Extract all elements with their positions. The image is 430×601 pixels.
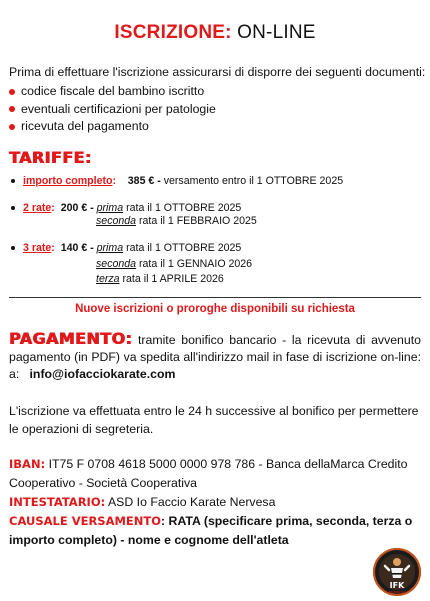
title-part-1: ISCRIZIONE:: [114, 22, 232, 43]
svg-text:NERVESA: NERVESA: [388, 590, 406, 595]
title-part-2: ON-LINE: [237, 22, 316, 43]
causale-row: [9, 512, 421, 550]
tariff-two-second: seconda rata il 1 FEBBRAIO 2025: [96, 215, 257, 227]
tariff-two: 2 rate: 200 € - prima rata il 1 OTTOBRE 2025: [11, 201, 241, 215]
list-item: eventuali certificazioni per patologie: [9, 101, 216, 119]
bullet-icon: [11, 246, 15, 250]
list-item: ricevuta del pagamento: [9, 118, 216, 136]
tariff-three-label[interactable]: 3 rate: [23, 242, 52, 254]
pagamento-heading: PAGAMENTO:: [9, 329, 133, 348]
tariff-three-second: seconda rata il 1 GENNAIO 2026: [96, 258, 253, 270]
holder-value: ASD Io Faccio Karate Nervesa: [107, 495, 276, 509]
iban-value: IT75 F 0708 4618 5000 0000 978 786 - Banca dellaMarca Credito Cooperativo - Società Cooperativa: [9, 457, 408, 490]
tariff-full-label[interactable]: importo completo: [23, 175, 113, 187]
iban-label: IBAN:: [9, 457, 46, 471]
bank-details: [9, 455, 421, 550]
club-logo: [373, 548, 421, 596]
svg-text:IFK: IFK: [389, 581, 405, 590]
tariff-full: importo completo: 385 € - versamento entro il 1 OTTOBRE 2025: [11, 174, 343, 188]
page-title: [0, 22, 430, 44]
deadline-text: L'iscrizione va effettuata entro le 24 h successive al bonifico per permettere le operazioni di segreteria.: [9, 404, 419, 436]
tariff-three-third: terza rata il 1 APRILE 2026: [96, 273, 224, 285]
pagamento-text: tramite bonifico bancario - la ricevuta di avvenuto pagamento (in PDF) va spedita all'indirizzo mail in fase di iscrizione on-line: a:: [9, 333, 421, 381]
pagamento-section: [9, 330, 421, 383]
intro-text: Prima di effettuare l'iscrizione assicurarsi di disporre dei seguenti documenti:: [9, 65, 426, 79]
divider: [9, 297, 421, 298]
causale-value: : RATA (specificare prima, seconda, terza o importo completo) - nome e cognome dell'atleta: [9, 514, 413, 547]
bullet-icon: [11, 206, 15, 210]
bullet-icon: [9, 89, 15, 95]
document-list: [9, 83, 216, 136]
notice-text: Nuove iscrizioni o proroghe disponibili su richiesta: [75, 303, 355, 315]
list-item: codice fiscale del bambino iscritto: [9, 83, 216, 101]
tariffe-heading: TARIFFE:: [9, 148, 92, 167]
bullet-icon: [9, 124, 15, 130]
tariff-two-label[interactable]: 2 rate: [23, 202, 52, 214]
iban-row: [9, 455, 421, 493]
holder-label: INTESTATARIO:: [9, 495, 106, 509]
tariff-full-amount: 385 € -: [127, 175, 161, 187]
bullet-icon: [11, 179, 15, 183]
causale-label: CAUSALE VERSAMENTO: [9, 514, 162, 528]
tariff-full-desc: versamento entro il 1 OTTOBRE 2025: [163, 175, 344, 187]
tariff-three: 3 rate: 140 € - prima rata il 1 OTTOBRE 2025: [11, 241, 241, 255]
email-link[interactable]: info@iofacciokarate.com: [29, 367, 176, 381]
karate-fighter-icon: [373, 548, 421, 596]
bullet-icon: [9, 106, 15, 112]
holder-row: [9, 493, 421, 512]
